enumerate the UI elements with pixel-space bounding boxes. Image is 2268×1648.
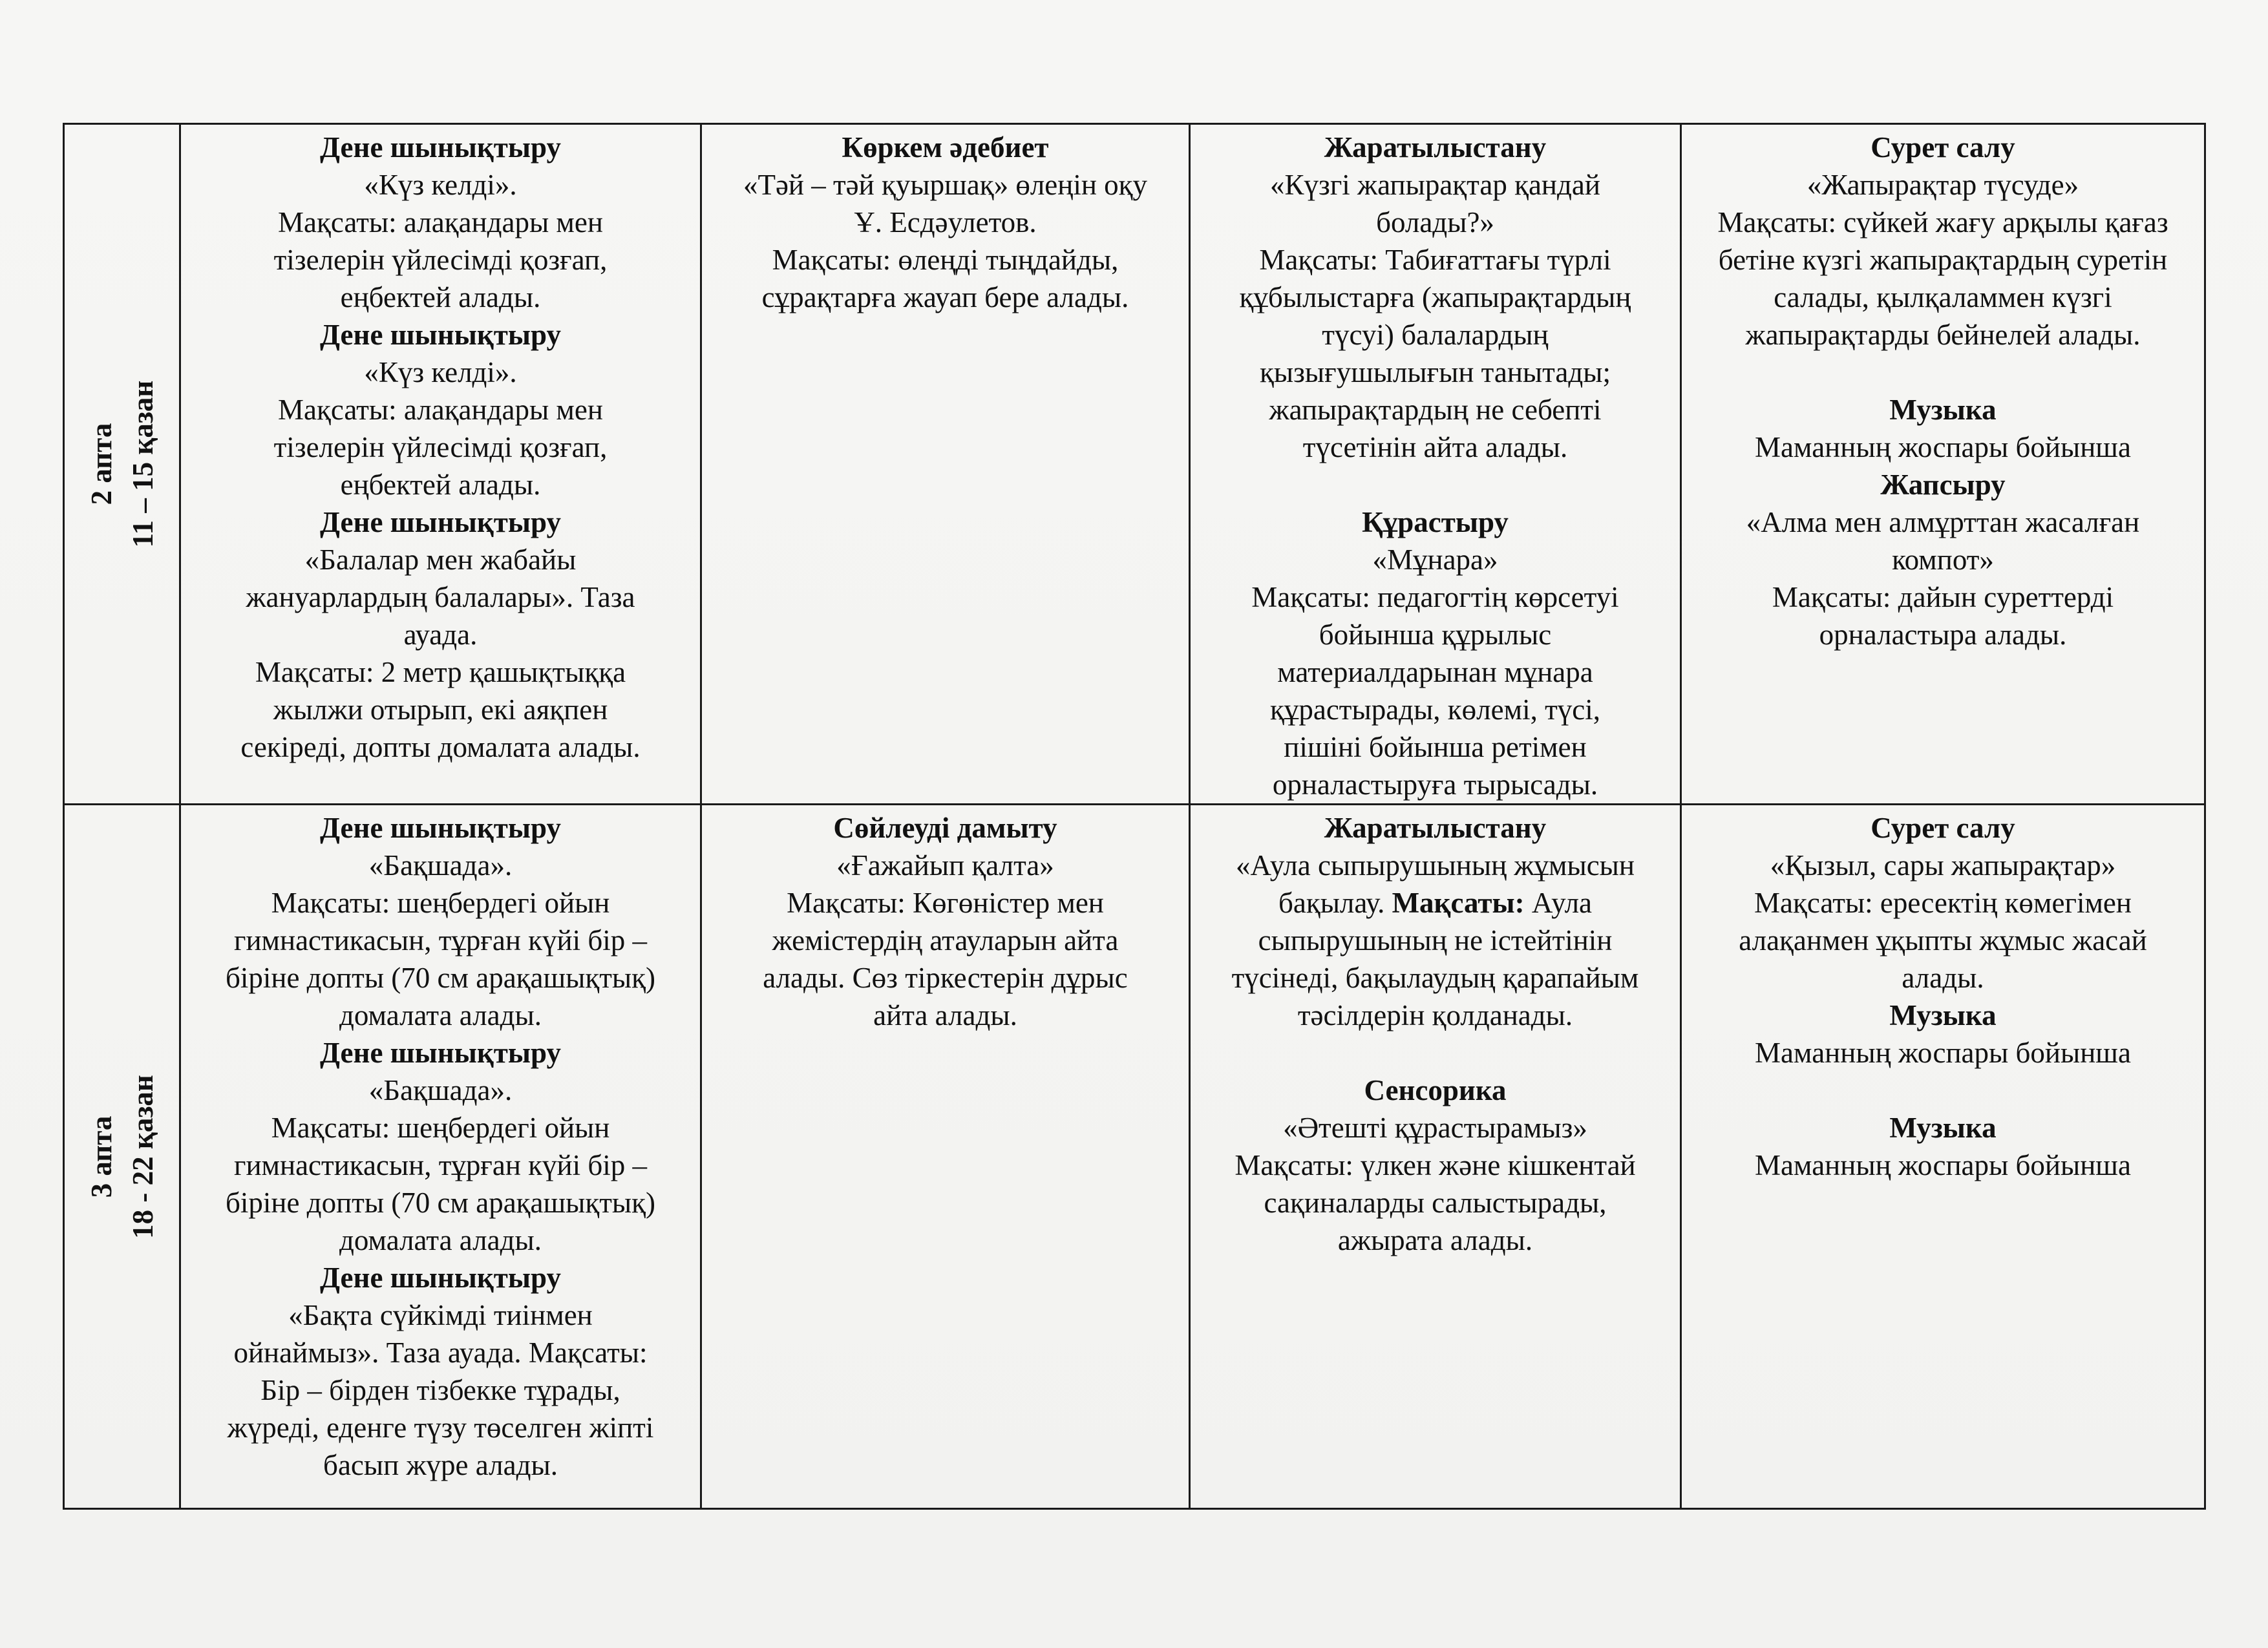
activity-text: гимнастикасын, тұрған күйі бір – — [233, 1149, 647, 1181]
week-number: 3 апта — [85, 1115, 118, 1198]
activity-text: еңбектей алады. — [340, 281, 541, 313]
activity-text: Маманның жоспары бойынша — [1755, 1149, 2131, 1181]
activity-title: Сурет салу — [1871, 812, 2015, 844]
week-2-col-3 — [1190, 124, 1681, 805]
activity-text: «Күз келді». — [364, 169, 517, 201]
activity-text: Маманның жоспары бойынша — [1755, 1037, 2131, 1069]
activity-title: Жаратылыстану — [1324, 131, 1547, 164]
activity-text: Ұ. Есдәулетов. — [854, 206, 1037, 238]
activity-text: ойнаймыз». Таза ауада. Мақсаты: — [233, 1336, 648, 1369]
week-3-col-4 — [1681, 805, 2205, 1509]
week-2-col-1 — [180, 124, 701, 805]
activity-text: гимнастикасын, тұрған күйі бір – — [233, 924, 647, 956]
activity-text: «Күз келді». — [364, 356, 517, 388]
activity-text — [1197, 884, 1673, 922]
activity-text: құрастырады, көлемі, түсі, — [1270, 693, 1600, 726]
activity-title: Дене шынықтыру — [320, 319, 561, 351]
week-2-row — [64, 124, 2205, 805]
spacer — [1688, 1072, 2198, 1109]
activity-text: түсетінін айта алады. — [1302, 431, 1568, 463]
activity-text: секіреді, допты домалата алады. — [240, 731, 641, 763]
activity-text: Мақсаты: сүйкей жағу арқылы қағаз — [1717, 206, 2168, 238]
activity-text: жылжи отырып, екі аяқпен — [273, 693, 608, 726]
activity-text: Мақсаты: алақандары мен — [278, 394, 603, 426]
activity-text: құбылыстарға (жапырақтардың — [1239, 281, 1631, 313]
week-2-label — [81, 381, 164, 548]
activity-text: сақиналарды салыстырады, — [1264, 1187, 1607, 1219]
activity-text: Мақсаты: шеңбердегі ойын — [271, 1112, 610, 1144]
activity-text: салады, қылқаламмен күзгі — [1774, 281, 2112, 313]
week-3-col-2 — [701, 805, 1190, 1509]
activity-text: Мақсаты: шеңбердегі ойын — [271, 887, 610, 919]
activity-title: Музыка — [1889, 1112, 1997, 1144]
week-number: 2 апта — [85, 423, 118, 505]
activity-title: Дене шынықтыру — [320, 812, 561, 844]
activity-text: басып жүре алады. — [323, 1449, 558, 1481]
activity-text: тәсілдерін қолданады. — [1297, 999, 1573, 1031]
weekly-plan-table — [63, 123, 2206, 1510]
activity-text: жүреді, еденге түзу төселген жіпті — [227, 1411, 654, 1444]
activity-text: домалата алады. — [339, 999, 542, 1031]
week-2-label-cell — [64, 124, 180, 805]
week-dates: 11 – 15 қазан — [126, 380, 159, 548]
activity-text: жапырақтарды бейнелей алады. — [1745, 319, 2141, 351]
activity-text: бойынша құрылыс — [1319, 618, 1552, 651]
activity-text: «Мұнара» — [1372, 544, 1498, 576]
activity-title: Дене шынықтыру — [320, 131, 561, 164]
activity-text: айта алады. — [873, 999, 1017, 1031]
activity-text: тізелерін үйлесімді қозғап, — [273, 244, 608, 276]
activity-text-part: Аула — [1524, 887, 1593, 919]
activity-text: сұрақтарға жауап бере алады. — [761, 281, 1129, 313]
activity-title: Музыка — [1889, 999, 1997, 1031]
activity-text: алады. — [1902, 962, 1984, 994]
activity-text: Мақсаты: 2 метр қашықтыққа — [255, 656, 626, 688]
activity-title: Сенсорика — [1364, 1074, 1507, 1106]
activity-text-part: бақылау. — [1278, 887, 1392, 919]
activity-text: Мақсаты: өлеңді тыңдайды, — [772, 244, 1119, 276]
activity-title: Сурет салу — [1871, 131, 2015, 164]
activity-text: «Жапырақтар түсуде» — [1807, 169, 2079, 201]
activity-text: түсінеді, бақылаудың қарапайым — [1231, 962, 1639, 994]
activity-title: Дене шынықтыру — [320, 1037, 561, 1069]
spacer — [1197, 466, 1673, 503]
activity-text: «Аула сыпырушының жұмысын — [1235, 849, 1635, 882]
activity-text: болады?» — [1376, 206, 1494, 238]
activity-text: «Қызыл, сары жапырақтар» — [1770, 849, 2116, 882]
activity-title: Музыка — [1889, 394, 1997, 426]
activity-text: «Бақта сүйкімді тиінмен — [288, 1299, 593, 1331]
activity-text: қызығушылығын танытады; — [1260, 356, 1611, 388]
week-3-col-3 — [1190, 805, 1681, 1509]
activity-text: Мақсаты: алақандары мен — [278, 206, 603, 238]
activity-title: Дене шынықтыру — [320, 506, 561, 538]
activity-text: ажырата алады. — [1337, 1224, 1533, 1256]
activity-text: жануарлардың балалары». Таза — [246, 581, 635, 613]
activity-text: Мақсаты: педагогтің көрсетуі — [1251, 581, 1619, 613]
activity-text: бетіне күзгі жапырақтардың суретін — [1718, 244, 2168, 276]
activity-text: сыпырушының не істейтінін — [1258, 924, 1613, 956]
activity-title: Көркем әдебиет — [842, 131, 1049, 164]
activity-text: пішіні бойынша ретімен — [1284, 731, 1587, 763]
activity-text: Мақсаты: Табиғаттағы түрлі — [1259, 244, 1611, 276]
activity-title: Дене шынықтыру — [320, 1262, 561, 1294]
spacer — [1197, 1034, 1673, 1072]
goal-label: Мақсаты: — [1392, 887, 1525, 919]
activity-title: Құрастыру — [1362, 506, 1509, 538]
spacer — [1688, 354, 2198, 391]
activity-text: компот» — [1892, 544, 1994, 576]
activity-text: Маманның жоспары бойынша — [1755, 431, 2131, 463]
activity-text: орналастыра алады. — [1819, 618, 2067, 651]
activity-text: орналастыруға тырысады. — [1272, 768, 1598, 801]
week-3-label-cell — [64, 805, 180, 1509]
activity-text: Мақсаты: ересектің көмегімен — [1754, 887, 2132, 919]
activity-text: Мақсаты: үлкен және кішкентай — [1235, 1149, 1636, 1181]
activity-title: Жапсыру — [1880, 469, 2006, 501]
week-3-row — [64, 805, 2205, 1509]
activity-text: түсуі) балалардың — [1322, 319, 1549, 351]
activity-text: жапырақтардың не себепті — [1269, 394, 1602, 426]
week-3-col-1 — [180, 805, 701, 1509]
activity-text: біріне допты (70 см арақашықтық) — [225, 1187, 656, 1219]
activity-text: тізелерін үйлесімді қозғап, — [273, 431, 608, 463]
activity-text: «Балалар мен жабайы — [304, 544, 577, 576]
activity-text: «Алма мен алмұрттан жасалған — [1746, 506, 2140, 538]
week-2-col-4 — [1681, 124, 2205, 805]
activity-text: «Тәй – тәй қуыршақ» өлеңін оқу — [743, 169, 1148, 201]
activity-text: «Ғажайып қалта» — [836, 849, 1054, 882]
activity-text: Мақсаты: Көгөністер мен — [787, 887, 1104, 919]
activity-text: Мақсаты: дайын суреттерді — [1772, 581, 2114, 613]
activity-text: алақанмен ұқыпты жұмыс жасай — [1739, 924, 2147, 956]
activity-title: Жаратылыстану — [1324, 812, 1547, 844]
week-dates: 18 - 22 қазан — [126, 1074, 159, 1239]
activity-text: жемістердің атауларын айта — [772, 924, 1119, 956]
activity-text: «Бақшада». — [368, 849, 513, 882]
activity-text: «Күзгі жапырақтар қандай — [1270, 169, 1600, 201]
activity-text: домалата алады. — [339, 1224, 542, 1256]
activity-text: ауада. — [403, 618, 478, 651]
week-3-label — [81, 1075, 164, 1239]
activity-text: біріне допты (70 см арақашықтық) — [225, 962, 656, 994]
activity-text: «Әтешті құрастырамыз» — [1283, 1112, 1587, 1144]
activity-text: «Бақшада». — [368, 1074, 513, 1106]
activity-title: Сөйлеуді дамыту — [833, 812, 1057, 844]
activity-text: еңбектей алады. — [340, 469, 541, 501]
week-2-col-2 — [701, 124, 1190, 805]
activity-text: алады. Сөз тіркестерін дұрыс — [763, 962, 1128, 994]
activity-text: материалдарынан мұнара — [1277, 656, 1593, 688]
activity-text: Бір – бірден тізбекке тұрады, — [260, 1374, 620, 1406]
